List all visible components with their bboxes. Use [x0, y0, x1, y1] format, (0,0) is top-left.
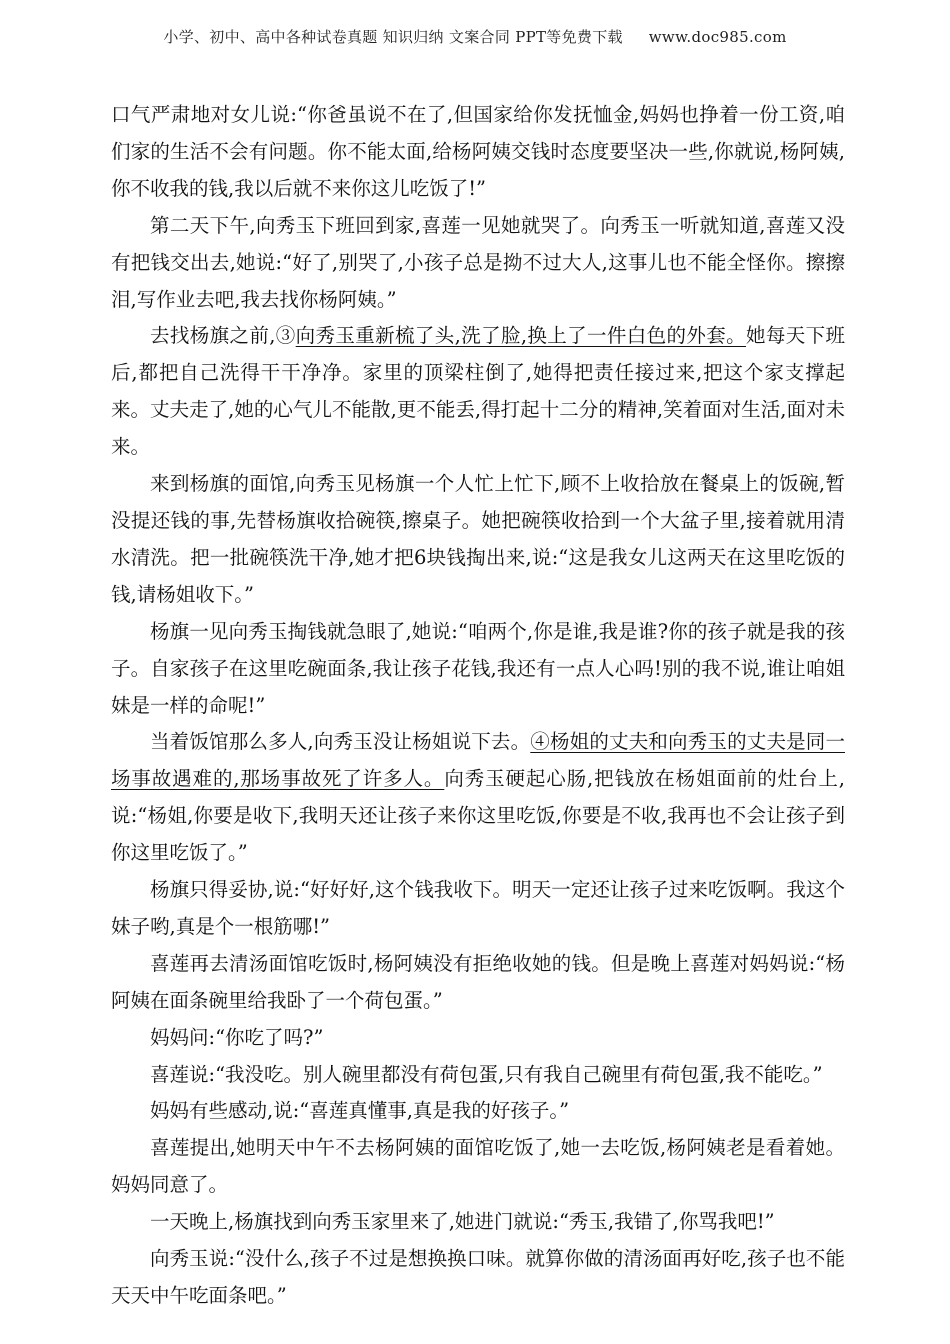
- paragraph-7-text: 杨旗只得妥协,说:“好好好,这个钱我收下。明天一定还让孩子过来吃饭啊。我这个妹子哟,真是个一根筋哪!”: [111, 878, 845, 938]
- paragraph-11-text: 妈妈有些感动,说:“喜莲真懂事,真是我的好孩子。”: [150, 1099, 570, 1123]
- paragraph-1-text: 口气严肃地对女儿说:“你爸虽说不在了,但国家给你发抚恤金,妈妈也挣着一份工资,咱们家的生活不会有问题。你不能太面,给杨阿姨交钱时态度要坚决一些,你就说,杨阿姨,你不收我的钱,我以后就不来你这儿吃饭了!”: [111, 103, 845, 200]
- paragraph-14-text: 向秀玉说:“没什么,孩子不过是想换换口味。就算你做的清汤面再好吃,孩子也不能天天中午吃面条吧。”: [111, 1247, 845, 1307]
- paragraph-4: [111, 466, 845, 614]
- paragraph-10-text: 喜莲说:“我没吃。别人碗里都没有荷包蛋,只有我自己碗里有荷包蛋,我不能吃。”: [150, 1062, 823, 1086]
- paragraph-14: [111, 1241, 845, 1315]
- paragraph-7: [111, 872, 845, 946]
- paragraph-3-text-after: 她每天下班后,都把自己洗得干干净净。家里的顶梁柱倒了,她得把责任接过来,把这个家支撑起来。丈夫走了,她的心气儿不能散,更不能丢,得打起十二分的精神,笑着面对生活,面对未来。: [111, 324, 845, 459]
- paragraph-10: [111, 1057, 845, 1094]
- paragraph-8-text: 喜莲再去清汤面馆吃饭时,杨阿姨没有拒绝收她的钱。但是晚上喜莲对妈妈说:“杨阿姨在面条碗里给我卧了一个荷包蛋。”: [111, 951, 845, 1012]
- underlined-sentence-3: 向秀玉重新梳了头,洗了脸,换上了一件白色的外套。: [295, 324, 746, 348]
- paragraph-6-text-before: 当着饭馆那么多人,向秀玉没让杨姐说下去。: [150, 730, 531, 754]
- paragraph-9-text: 妈妈问:“你吃了吗?”: [150, 1025, 324, 1049]
- paragraph-11: [111, 1093, 845, 1130]
- paragraph-6-text-after: 向秀玉硬起心肠,把钱放在杨姐面前的灶台上,说:“杨姐,你要是收下,我明天还让孩子来你这里吃饭,你要是不收,我再也不会让孩子到你这里吃饭了。”: [111, 767, 845, 865]
- paragraph-3: [111, 318, 845, 466]
- header-text: 小学、初中、高中各种试卷真题 知识归纳 文案合同 PPT等免费下载: [163, 28, 623, 46]
- paragraph-1: [111, 97, 845, 208]
- paragraph-8: [111, 946, 845, 1020]
- paragraph-9: [111, 1020, 845, 1057]
- paragraph-5: [111, 614, 845, 725]
- paragraph-4-text: 来到杨旗的面馆,向秀玉见杨旗一个人忙上忙下,顾不上收拾放在餐桌上的饭碗,暂没提还钱的事,先替杨旗收拾碗筷,擦桌子。她把碗筷收拾到一个大盆子里,接着就用清水清洗。把一批碗筷洗干净,她才把6块钱掏出来,说:“这是我女儿这两天在这里吃饭的钱,请杨姐收下。”: [111, 472, 845, 606]
- page-header: [0, 26, 950, 47]
- paragraph-3-text-before: 去找杨旗之前,③: [150, 324, 296, 348]
- paragraph-5-text: 杨旗一见向秀玉掏钱就急眼了,她说:“咱两个,你是谁,我是谁?你的孩子就是我的孩子。自家孩子在这里吃碗面条,我让孩子花钱,我还有一点人心吗!别的我不说,谁让咱姐妹是一样的命呢!”: [111, 619, 845, 717]
- underlined-sentence-4: ④杨姐的丈夫和向秀玉的丈夫是同一场事故遇难的,那场事故死了许多人。: [111, 730, 845, 791]
- header-website: www.doc985.com: [648, 28, 787, 46]
- paragraph-12: [111, 1130, 845, 1204]
- article-body: [111, 97, 845, 1315]
- paragraph-2-text: 第二天下午,向秀玉下班回到家,喜莲一见她就哭了。向秀玉一听就知道,喜莲又没有把钱交出去,她说:“好了,别哭了,小孩子总是拗不过大人,这事儿也不能全怪你。擦擦泪,写作业去吧,我去找你杨阿姨。”: [111, 213, 845, 311]
- paragraph-13: [111, 1204, 845, 1241]
- paragraph-13-text: 一天晚上,杨旗找到向秀玉家里来了,她进门就说:“秀玉,我错了,你骂我吧!”: [150, 1210, 775, 1234]
- paragraph-12-text: 喜莲提出,她明天中午不去杨阿姨的面馆吃饭了,她一去吃饭,杨阿姨老是看着她。妈妈同意了。: [111, 1136, 845, 1197]
- paragraph-2: [111, 208, 845, 319]
- paragraph-6: [111, 724, 845, 872]
